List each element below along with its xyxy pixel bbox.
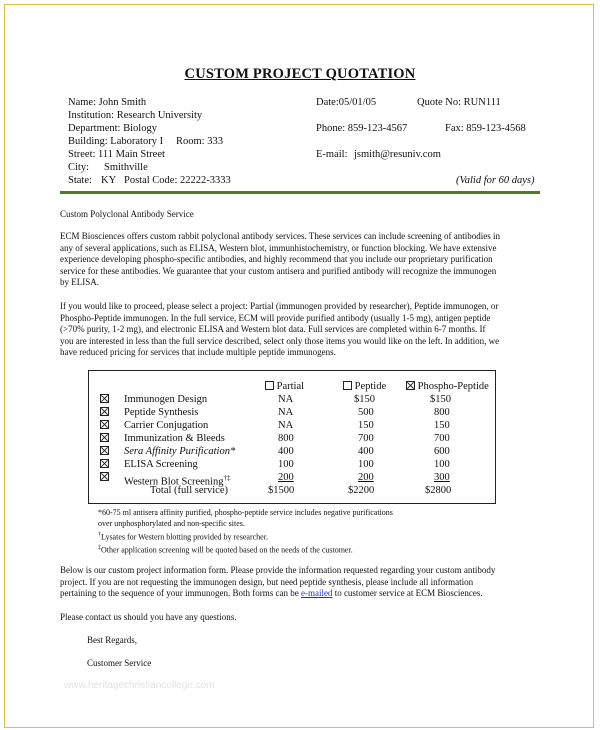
quote-validity: (Valid for 60 days) — [456, 175, 535, 186]
quote-email: jsmith@resuniv.com — [354, 149, 441, 160]
row-phospho-price: 100 — [434, 459, 450, 470]
row-partial-price: 200 — [278, 472, 294, 483]
footnote-double-dagger-mark: ‡ — [98, 545, 101, 551]
table-row — [100, 459, 109, 472]
total-partial: $1500 — [268, 485, 295, 496]
form-line — [60, 588, 544, 600]
intro-line: any of several applications, such as ELISA, Western blot, immunhistochemistry, or function blocking. We have extensive — [60, 242, 497, 253]
row-peptide-price: $150 — [354, 394, 375, 405]
table-row — [100, 446, 109, 459]
project-line: (>70% purity, 1-2 mg), and electronic ELISA and Western blot data. Full services are completed within 6-7 months. If — [60, 324, 486, 335]
quote-number: Quote No: RUN111 — [417, 97, 501, 108]
footnote-dagger-mark: † — [98, 532, 101, 538]
intro-line: service for these antibodies. We guarantee that your custom antisera and purified antibody will recognize the immunogen — [60, 265, 497, 276]
project-line: you are interested in less than the full service described, select only those items you would like on the left. In addition, we — [60, 335, 500, 346]
total-phospho: $2800 — [425, 485, 452, 496]
row-partial-price: NA — [278, 420, 294, 431]
table-row — [100, 407, 109, 420]
row-item: Immunization & Bleeds — [124, 433, 225, 444]
row-checkbox[interactable] — [100, 394, 109, 403]
intro-line: ECM Biosciences offers custom rabbit polyclonal antibody services. These services can include screening of antibodies in — [60, 231, 501, 241]
row-item-label: Western Blot Screening — [124, 476, 224, 488]
row-peptide-price: 700 — [358, 433, 374, 444]
table-row — [100, 420, 109, 433]
intro-line: experience developing phospho-specific antibodies, and highly recommend that you include our proprietary purification — [60, 254, 493, 265]
row-phospho-price: 700 — [434, 433, 450, 444]
footnote-dagger-text: Lysates for Western blotting provided by researcher. — [101, 532, 268, 542]
footnote-star-continued: over unphosphorylated and non-specific sites. — [98, 519, 245, 528]
row-item: Immunogen Design — [124, 394, 208, 405]
quote-fax: Fax: 859-123-4568 — [445, 123, 526, 134]
watermark-text: www.heritagechristiancollege.com — [64, 680, 215, 691]
row-phospho-price: 300 — [434, 472, 450, 483]
customer-name: Name: John Smith — [68, 97, 147, 108]
table-row — [100, 394, 109, 407]
signature-text: Customer Service — [87, 658, 152, 668]
project-paragraph — [60, 301, 544, 359]
row-partial-price: 800 — [278, 433, 294, 444]
footnote-dagger — [98, 530, 268, 543]
row-peptide-price: 150 — [358, 420, 374, 431]
row-checkbox[interactable] — [100, 407, 109, 416]
column-phospho-peptide-label: Phospho-Peptide — [417, 381, 489, 392]
row-item: Sera Affinity Purification* — [124, 446, 236, 457]
intro-line: by ELISA. — [60, 277, 99, 288]
customer-department: Department: Biology — [68, 123, 157, 134]
customer-state: KY — [101, 175, 117, 186]
closing-text: Best Regards, — [87, 635, 137, 645]
row-item: Peptide Synthesis — [124, 407, 199, 418]
quote-phone: Phone: 859-123-4567 — [316, 123, 408, 134]
column-peptide — [343, 381, 386, 394]
customer-city-label: City: — [68, 162, 90, 173]
column-partial-label: Partial — [276, 381, 305, 392]
row-checkbox[interactable] — [100, 459, 109, 468]
customer-street: Street: 111 Main Street — [68, 149, 165, 160]
phospho-peptide-checkbox[interactable] — [406, 381, 415, 390]
row-phospho-price: 600 — [434, 446, 450, 457]
column-phospho-peptide — [406, 381, 489, 394]
row-phospho-price: 800 — [434, 407, 450, 418]
customer-room: Room: 333 — [176, 136, 223, 147]
row-phospho-price: $150 — [430, 394, 451, 405]
footnote-star: *60-75 ml antisera affinity purified, phospho-peptide service includes negative purifications — [98, 508, 393, 517]
quote-date: Date:05/01/05 — [316, 97, 377, 108]
total-peptide: $2200 — [348, 485, 375, 496]
peptide-checkbox[interactable] — [343, 381, 352, 390]
quote-email-label: E-mail: — [316, 149, 348, 160]
questions-text: Please contact us should you have any questions. — [60, 612, 237, 622]
customer-city: Smithville — [104, 162, 148, 173]
partial-checkbox[interactable] — [265, 381, 274, 390]
row-peptide-price: 400 — [358, 446, 374, 457]
row-phospho-price: 150 — [434, 420, 450, 431]
row-checkbox[interactable] — [100, 446, 109, 455]
service-title: Custom Polyclonal Antibody Service — [60, 209, 194, 219]
row-item-footnote-mark: †‡ — [223, 474, 231, 482]
row-checkbox[interactable] — [100, 433, 109, 442]
intro-paragraph — [60, 231, 544, 289]
row-checkbox[interactable] — [100, 472, 109, 481]
header-divider — [60, 191, 540, 194]
form-line-text: to customer service at ECM Biosciences. — [334, 588, 483, 599]
customer-state-label: State: — [68, 175, 92, 186]
row-item: ELISA Screening — [124, 459, 198, 470]
table-row — [100, 472, 109, 485]
row-item: Carrier Conjugation — [124, 420, 209, 431]
column-partial — [265, 381, 304, 394]
column-peptide-label: Peptide — [354, 381, 387, 392]
footnote-double-dagger-text: Other application screening will be quoted based on the needs of the customer. — [101, 545, 353, 555]
footnote-double-dagger — [98, 543, 353, 556]
email-link[interactable]: e-mailed — [300, 588, 333, 599]
form-paragraph — [60, 565, 544, 600]
project-line: have reduced pricing for services that include multiple peptide immunogens. — [60, 347, 336, 358]
row-peptide-price: 200 — [358, 472, 374, 483]
customer-postal-code: Postal Code: 22222-3333 — [124, 175, 231, 186]
total-label: Total (full service) — [150, 485, 228, 496]
customer-institution: Institution: Research University — [68, 110, 203, 121]
document-title: CUSTOM PROJECT QUOTATION — [184, 66, 416, 82]
row-partial-price: 100 — [278, 459, 294, 470]
form-line: project. If you are not requesting the immunogen design, but need peptide synthesis, please include all information — [60, 576, 474, 587]
row-partial-price: NA — [278, 394, 294, 405]
row-partial-price: 400 — [278, 446, 294, 457]
row-peptide-price: 500 — [358, 407, 374, 418]
table-row — [100, 433, 109, 446]
row-peptide-price: 100 — [358, 459, 374, 470]
customer-building: Building: Laboratory I — [68, 136, 164, 147]
form-line: Below is our custom project information form. Please provide the information requested regarding your custom antibody — [60, 565, 496, 575]
project-line: Phospho-Peptide immunogen. In the full service, ECM will provide purified antibody (usually 1-5 mg), antigen peptide — [60, 312, 491, 323]
row-checkbox[interactable] — [100, 420, 109, 429]
project-line: If you would like to proceed, please select a project: Partial (immunogen provided by researcher), Peptide immunogen, or — [60, 301, 499, 311]
row-partial-price: NA — [278, 407, 294, 418]
form-line-text: pertaining to the sequence of your immunogen. Both forms can be — [60, 588, 299, 599]
